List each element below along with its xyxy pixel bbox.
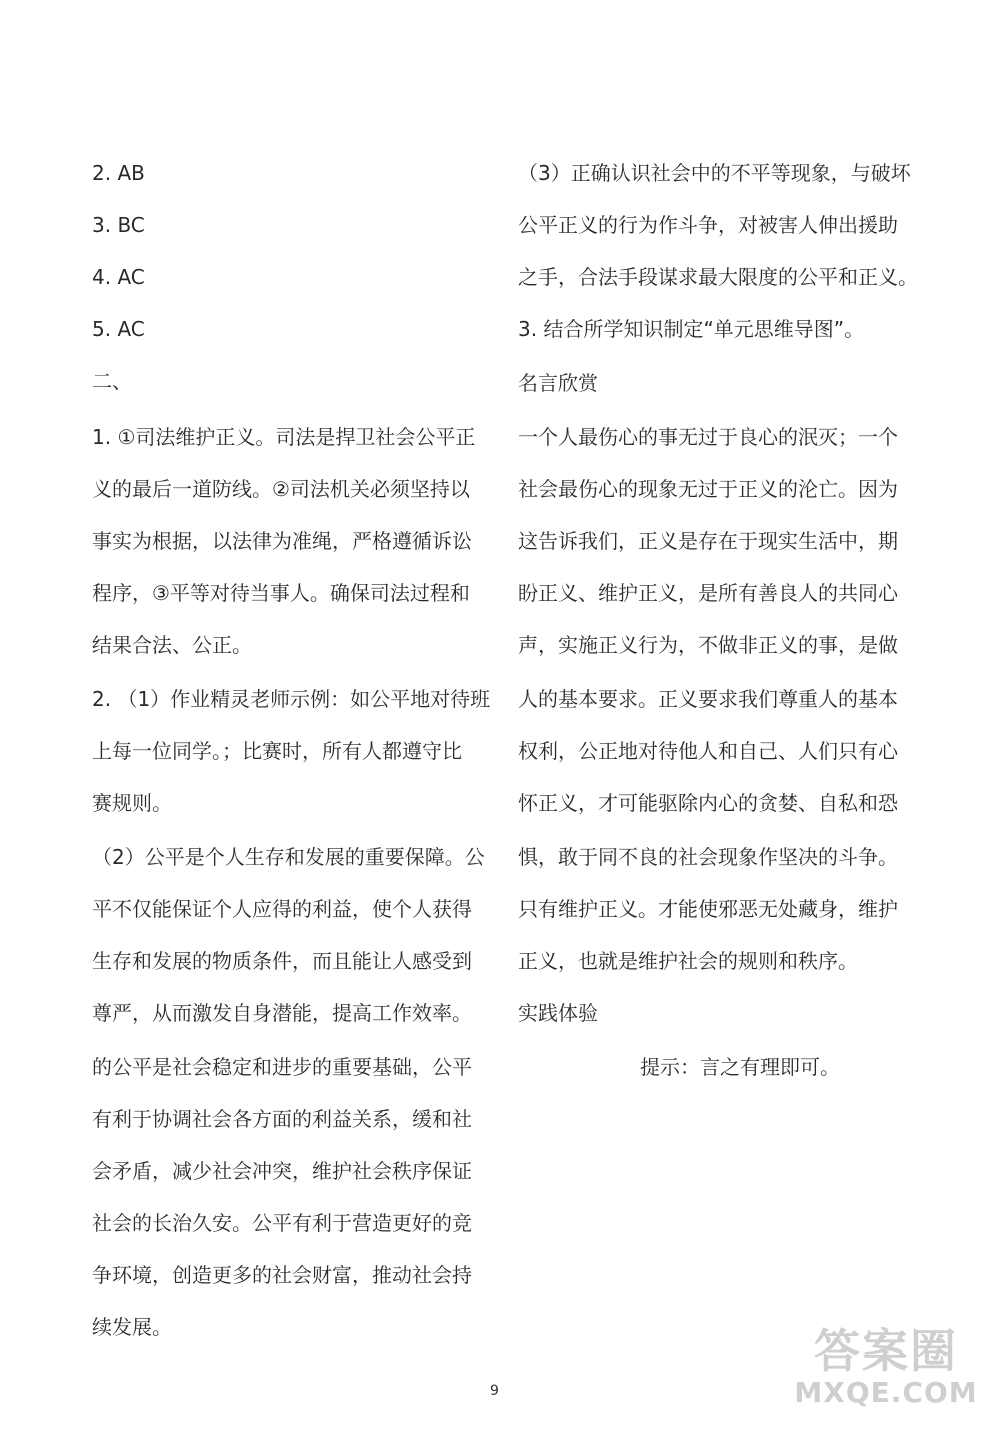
text-line: 之手，合法手段谋求最大限度的公平和正义。 — [518, 265, 918, 289]
text-line: 一个人最伤心的事无过于良心的泯灭；一个 — [518, 425, 898, 449]
text-line: 社会最伤心的现象无过于正义的沦亡。因为 — [518, 477, 898, 501]
text-line: 尊严，从而激发自身潜能，提高工作效率。 — [92, 1001, 472, 1025]
text-line: 上每一位同学。；比赛时，所有人都遵守比 — [92, 739, 462, 763]
watermark-logo — [786, 1325, 986, 1415]
text-line: 正义，也就是维护社会的规则和秩序。 — [518, 949, 858, 973]
text-line: 2. AB — [92, 161, 145, 185]
text-line: 4. AC — [92, 265, 145, 289]
text-line: 会矛盾，减少社会冲突，维护社会秩序保证 — [92, 1159, 472, 1183]
text-line: 惧，敢于同不良的社会现象作坚决的斗争。 — [518, 845, 898, 869]
text-line: 平不仅能保证个人应得的利益，使个人获得 — [92, 897, 472, 921]
text-line: 程序，③平等对待当事人。确保司法过程和 — [92, 581, 470, 605]
text-line: 结果合法、公正。 — [92, 633, 252, 657]
text-line: 的公平是社会稳定和进步的重要基础，公平 — [92, 1055, 472, 1079]
text-line: 只有维护正义。才能使邪恶无处藏身，维护 — [518, 897, 898, 921]
text-line: 声，实施正义行为，不做非正义的事，是做 — [518, 633, 898, 657]
text-line: 3. BC — [92, 213, 145, 237]
text-line: 赛规则。 — [92, 791, 172, 815]
text-line: 有利于协调社会各方面的利益关系，缓和社 — [92, 1107, 472, 1131]
text-line: 权利，公正地对待他人和自己、人们只有心 — [518, 739, 898, 763]
text-line: 怀正义，才可能驱除内心的贪婪、自私和恐 — [518, 791, 898, 815]
text-line: 社会的长治久安。公平有利于营造更好的竞 — [92, 1211, 472, 1235]
text-line: 公平正义的行为作斗争，对被害人伸出援助 — [518, 213, 898, 237]
watermark-en: MXQE.COM — [794, 1376, 978, 1409]
text-line: 生存和发展的物质条件，而且能让人感受到 — [92, 949, 472, 973]
section-heading: 实践体验 — [518, 1001, 598, 1025]
text-line: （3）正确认识社会中的不平等现象，与破坏 — [518, 161, 911, 185]
text-line: 2. （1）作业精灵老师示例：如公平地对待班 — [92, 687, 491, 711]
text-line: 义的最后一道防线。②司法机关必须坚持以 — [92, 477, 470, 501]
text-line: 这告诉我们，正义是存在于现实生活中，期 — [518, 529, 898, 553]
section-heading: 二、 — [92, 369, 132, 393]
watermark-cn: 答案圈 — [814, 1324, 958, 1378]
text-line: 事实为根据，以法律为准绳，严格遵循诉讼 — [92, 529, 472, 553]
text-line: 5. AC — [92, 317, 145, 341]
text-line: （2）公平是个人生存和发展的重要保障。公 — [92, 845, 485, 869]
section-heading: 名言欣赏 — [518, 371, 598, 395]
text-line: 续发展。 — [92, 1315, 172, 1339]
hint-text: 提示：言之有理即可。 — [640, 1055, 840, 1079]
text-line: 3. 结合所学知识制定“单元思维导图”。 — [518, 317, 865, 341]
text-line: 争环境，创造更多的社会财富，推动社会持 — [92, 1263, 472, 1287]
text-line: 1. ①司法维护正义。司法是捍卫社会公平正 — [92, 425, 476, 449]
text-line: 盼正义、维护正义，是所有善良人的共同心 — [518, 581, 898, 605]
text-line: 人的基本要求。正义要求我们尊重人的基本 — [518, 687, 898, 711]
page-number: 9 — [490, 1383, 499, 1399]
